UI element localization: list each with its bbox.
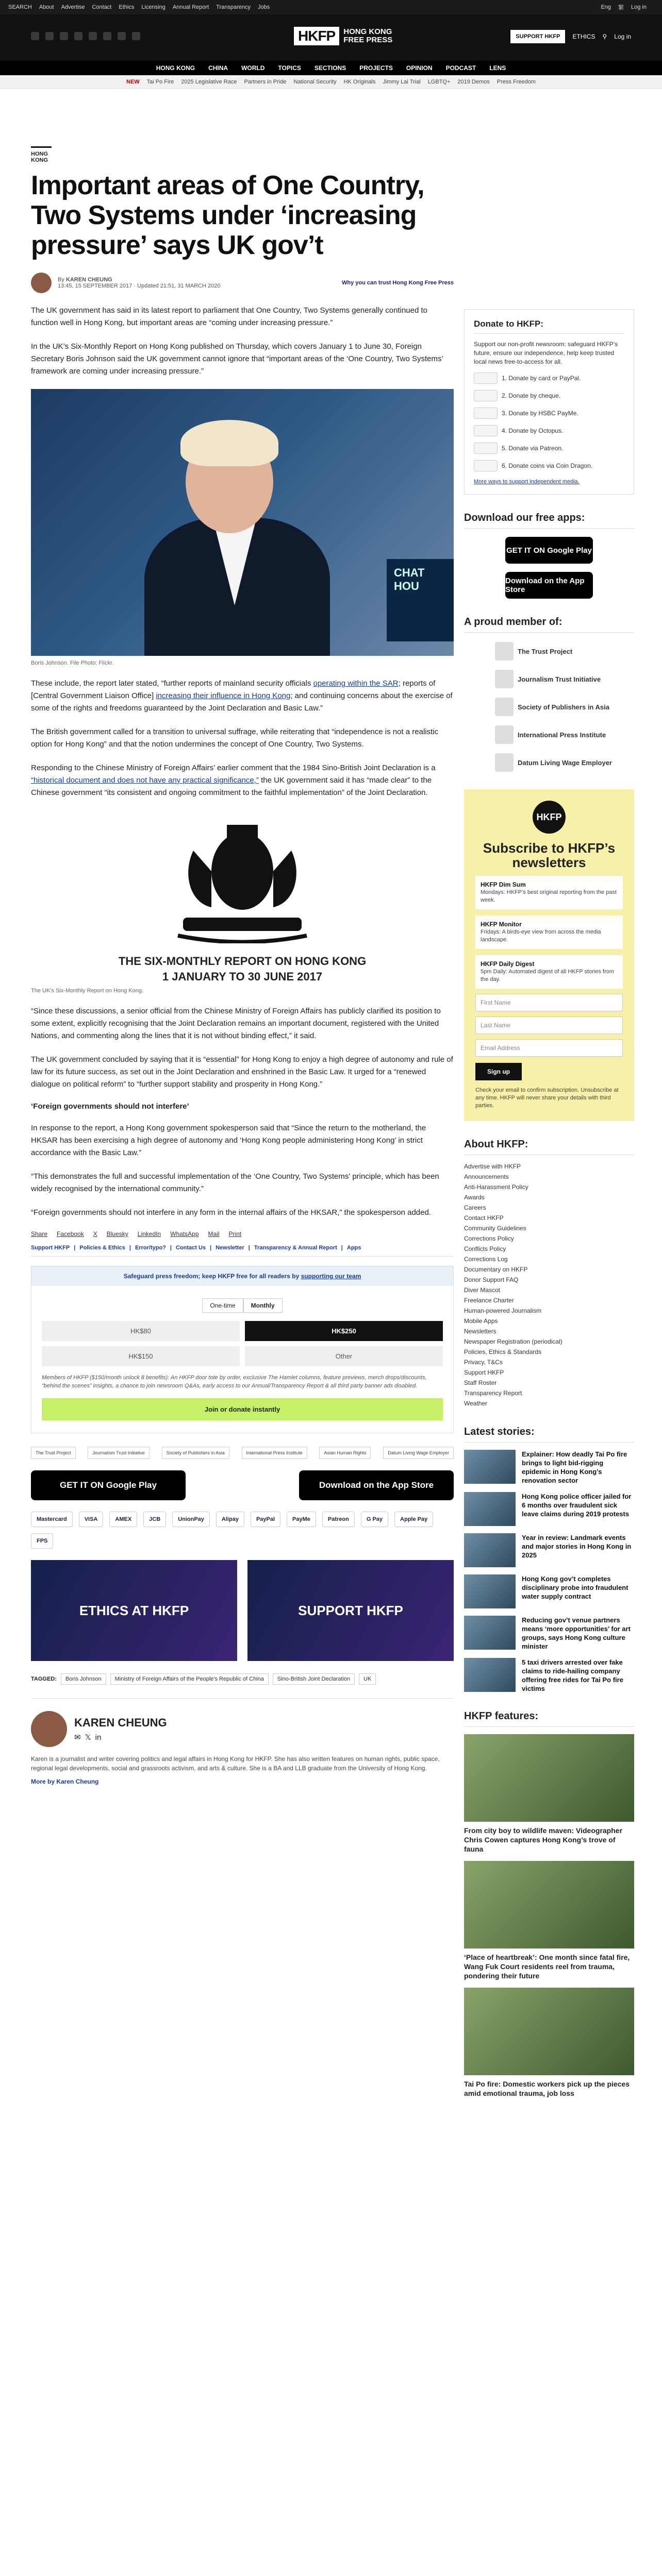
about-link[interactable]: Newspaper Registration (periodical) — [464, 1338, 562, 1345]
share-bar — [31, 1230, 454, 1238]
about-link[interactable]: Staff Roster — [464, 1379, 497, 1386]
nav-hong-kong[interactable]: HONG KONG — [156, 64, 195, 72]
report-period: 1 JANUARY TO 30 JUNE 2017 — [162, 970, 323, 983]
payment-logo: PayPal — [251, 1512, 280, 1527]
latest-story[interactable] — [464, 1574, 634, 1608]
about-link[interactable]: Weather — [464, 1400, 488, 1407]
story-title: Explainer: How deadly Tai Po fire brings to light bid-rigging epidemic in Hong Kong’s renovation sector — [522, 1450, 627, 1484]
author-name-link[interactable]: KAREN CHEUNG — [65, 277, 112, 283]
tag-item[interactable]: UK — [359, 1673, 376, 1685]
share-label: Share — [31, 1230, 48, 1238]
youtube-icon[interactable] — [89, 32, 97, 40]
promo-banners — [31, 1560, 454, 1661]
pay-option[interactable]: 4. Donate by Octopus. — [474, 425, 624, 436]
language-english[interactable]: Eng — [601, 4, 611, 10]
patreon-icon — [474, 443, 498, 454]
apps-title: Download our free apps: — [464, 512, 634, 529]
app-buttons — [31, 1470, 454, 1500]
nav-world[interactable]: WORLD — [241, 64, 265, 72]
linkedin-icon[interactable]: in — [95, 1733, 102, 1742]
article-paragraph: The British government called for a transition to universal suffrage, while reiterating that “independence is not a realistic option for Hong Kong” and that the notion undermines the concept of One Country, Two Systems. — [31, 727, 439, 749]
google-play-button[interactable]: GET IT ON Google Play — [31, 1470, 186, 1500]
about-link[interactable]: Community Guidelines — [464, 1225, 526, 1232]
footer-link[interactable]: Apps — [346, 1245, 361, 1251]
trending-bar — [0, 75, 662, 89]
pay-option[interactable]: 2. Donate by cheque. — [474, 390, 624, 401]
utility-link-advertise[interactable]: Advertise — [61, 4, 85, 10]
about-link[interactable]: Newsletters — [464, 1328, 496, 1335]
feature-image — [464, 1988, 634, 2075]
logo-line-1: HONG KONG — [343, 27, 392, 36]
utility-link-licensing[interactable]: Licensing — [141, 4, 166, 10]
utility-link-ethics[interactable]: Ethics — [119, 4, 135, 10]
about-link[interactable]: Corrections Policy — [464, 1235, 514, 1242]
article-paragraph: “Since these discussions, a senior official from the Chinese Ministry of Foreign Affairs has publicly clarified its position to some extent, explicitly recognising that the Joint Declaration remains an important document, registered with the United Nations, and commenting along the lines that it is not without binding effect,” it said. — [31, 1007, 441, 1040]
trending-item[interactable]: National Security — [293, 78, 337, 85]
features-title: HKFP features: — [464, 1710, 634, 1727]
site-logo[interactable] — [294, 27, 392, 45]
trending-item[interactable]: LGBTQ+ — [427, 78, 451, 85]
story-thumbnail — [464, 1658, 516, 1692]
article-tags — [31, 1673, 454, 1685]
donate-title: Donate to HKFP: — [474, 319, 624, 334]
payment-logo: Patreon — [322, 1512, 355, 1527]
utility-links-left — [8, 4, 277, 10]
about-list — [464, 1161, 634, 1409]
nav-china[interactable]: CHINA — [208, 64, 228, 72]
membership-benefits: Members of HKFP ($150/month unlock 8 benefits): An HKFP door tote by order, exclusive The Hamlet columns, feature previews, merch drops/discounts, “behind the scenes” insights, a chance to join newsroom Q&As, early access to our Annual/Transparency Report & all third party banner ads disabled. — [42, 1375, 427, 1389]
features-list — [464, 1734, 634, 2098]
footer-link[interactable]: Error/typo? — [135, 1245, 166, 1251]
email-input[interactable]: Email Address — [475, 1039, 623, 1057]
article-paragraph: In the UK’s Six-Monthly Report on Hong Kong published on Thursday, which covers January 1 to June 30, Foreign Secretary Boris Johnson said the UK government cannot ignore that “important areas of the ‘One Country, Two Systems’ framework are coming under increasing pressure.” — [31, 342, 443, 376]
member-logo[interactable]: Journalism Trust Initiative — [495, 670, 634, 688]
trending-item[interactable]: Jimmy Lai Trial — [383, 78, 421, 85]
author-box-name[interactable]: KAREN CHEUNG — [74, 1716, 167, 1729]
newsletter-signup — [464, 789, 634, 1121]
toggle-one-time[interactable]: One-time — [202, 1298, 243, 1313]
trending-item[interactable]: Tai Po Fire — [146, 78, 174, 85]
payment-logo: Mastercard — [31, 1512, 73, 1527]
about-link[interactable]: Awards — [464, 1194, 485, 1201]
logo-jti[interactable]: Journalism Trust Initiative — [88, 1447, 150, 1459]
utility-link-jobs[interactable]: Jobs — [258, 4, 270, 10]
feature-image — [464, 1861, 634, 1948]
amount-option-selected[interactable]: HK$250 — [245, 1321, 443, 1341]
linkedin-icon[interactable] — [103, 32, 111, 40]
trust-link[interactable]: Why you can trust Hong Kong Free Press — [342, 280, 454, 286]
newsletter-option[interactable]: HKFP Daily Digest 5pm Daily: Automated digest of all HKFP stories from the day. — [475, 955, 623, 989]
header-actions — [510, 30, 631, 43]
feature-title: Tai Po fire: Domestic workers pick up the pieces amid emotional trauma, job loss — [464, 2080, 630, 2097]
article-photo — [31, 389, 454, 656]
nav-projects[interactable]: PROJECTS — [359, 64, 393, 72]
pay-option[interactable]: 1. Donate by card or PayPal. — [474, 372, 624, 384]
newsletter-title: Subscribe to HKFP’s newsletters — [483, 840, 616, 870]
payme-icon — [474, 408, 498, 419]
mail-icon[interactable]: ✉ — [74, 1733, 81, 1742]
search-icon[interactable]: ⚲ — [602, 33, 607, 40]
utility-link-contact[interactable]: Contact — [92, 4, 112, 10]
member-title: A proud member of: — [464, 616, 634, 633]
story-thumbnail — [464, 1492, 516, 1526]
logo-line-2: FREE PRESS — [343, 36, 393, 44]
app-store-button[interactable]: Download on the App Store — [299, 1470, 454, 1500]
top-utility-bar — [0, 0, 662, 14]
threads-icon[interactable] — [74, 32, 82, 40]
story-thumbnail — [464, 1450, 516, 1484]
utility-link-transparency[interactable]: Transparency — [216, 4, 251, 10]
feature-story[interactable] — [464, 1861, 634, 1980]
about-link[interactable]: Mobile Apps — [464, 1317, 498, 1325]
newsletter-logo: HKFP — [533, 801, 566, 834]
tag-item[interactable]: Ministry of Foreign Affairs of the People's Republic of China — [110, 1673, 269, 1685]
sidebar-google-play-button[interactable]: GET IT ON Google Play — [505, 537, 593, 564]
header-login-link[interactable]: Log in — [614, 33, 631, 40]
pay-option[interactable]: 6. Donate coins via Coin Dragon. — [474, 460, 624, 471]
utility-link-about[interactable]: About — [39, 4, 54, 10]
about-link[interactable]: Transparency Report — [464, 1389, 522, 1397]
frequency-toggle — [42, 1298, 443, 1313]
story-thumbnail — [464, 1574, 516, 1608]
about-link[interactable]: Freelance Charter — [464, 1297, 514, 1304]
newsletter-note: Check your email to confirm subscription. Unsubscribe at any time. HKFP will never share your details with third parties. — [475, 1087, 619, 1109]
story-title: 5 taxi drivers arrested over fake claims to ride-hailing company offering free rides for Tai Po fire victims — [522, 1658, 623, 1692]
newsletter-option[interactable]: HKFP Monitor Fridays: A birds-eye view from across the media landscape. — [475, 916, 623, 949]
share-bluesky[interactable]: Bluesky — [106, 1230, 128, 1238]
inline-link[interactable]: “historical document and does not have any practical significance,” — [31, 776, 259, 785]
donate-intro[interactable]: Support our non-profit newsroom: safeguard HKFP’s future, ensure our independence, help keep trusted local news free-to-access for all. — [474, 341, 618, 365]
logo-mark: HKFP — [294, 27, 339, 45]
royal-coat-of-arms-icon — [162, 815, 322, 943]
ipi-icon — [495, 725, 514, 744]
byline — [31, 273, 454, 293]
tag-item[interactable]: Sino-British Joint Declaration — [273, 1673, 355, 1685]
about-link[interactable]: Diver Mascot — [464, 1286, 501, 1294]
about-link[interactable]: Careers — [464, 1204, 486, 1211]
article-paragraph: In response to the report, a Hong Kong government spokesperson said that “Since the return to the motherland, the HKSAR has been exercising a high degree of autonomy and ‘Hong Kong people administering Hong Kong’ in strict accordance with the Basic Law.” — [31, 1124, 426, 1157]
octopus-icon — [474, 425, 498, 436]
author-prefix: By — [58, 277, 64, 283]
coin-icon — [474, 460, 498, 471]
member-logo-strip — [31, 1447, 454, 1459]
feature-title: ‘Place of heartbreak’: One month since fatal fire, Wang Fuk Court residents reel from trauma, pondering their future — [464, 1953, 630, 1980]
about-link[interactable]: Advertise with HKFP — [464, 1163, 521, 1170]
facebook-icon[interactable] — [31, 32, 39, 40]
latest-story[interactable] — [464, 1616, 634, 1651]
trending-item[interactable]: Press Freedom — [496, 78, 536, 85]
nav-lens[interactable]: LENS — [489, 64, 506, 72]
member-logo[interactable]: Society of Publishers in Asia — [495, 698, 634, 716]
share-whatsapp[interactable]: WhatsApp — [170, 1230, 199, 1238]
latest-title: Latest stories: — [464, 1426, 634, 1443]
article-category[interactable]: HONG KONG — [31, 146, 52, 163]
story-title: Hong Kong police officer jailed for 6 months over fraudulent sick leave claims during 2019 protests — [522, 1493, 632, 1518]
author-bio: Karen is a journalist and writer covering politics and legal affairs in Hong Kong for HKFP. She has also written features on human rights, public space, regional legal developments, social and grassroots activism, and arts & culture. She is a BA and LLB graduate from the University of Hong Kong. — [31, 1755, 440, 1772]
footer-link[interactable]: Transparency & Annual Report — [254, 1245, 337, 1251]
social-icons — [31, 32, 140, 40]
about-title: About HKFP: — [464, 1139, 634, 1155]
nav-opinion[interactable]: OPINION — [406, 64, 433, 72]
amount-option-other[interactable]: Other — [245, 1346, 443, 1366]
latest-list — [464, 1450, 634, 1693]
feature-story[interactable] — [464, 1988, 634, 2098]
pay-option[interactable]: 3. Donate by HSBC PayMe. — [474, 408, 624, 419]
story-title: Year in review: Landmark events and major stories in Hong Kong in 2025 — [522, 1534, 632, 1559]
footer-link[interactable]: Contact Us — [175, 1245, 206, 1251]
datum-icon — [495, 753, 514, 772]
trending-item[interactable]: 2025 Legislative Race — [181, 78, 237, 85]
utility-links-right — [601, 3, 654, 11]
latest-story[interactable] — [464, 1492, 634, 1526]
inline-link[interactable]: operating within the SAR — [313, 679, 399, 688]
latest-story[interactable] — [464, 1533, 634, 1567]
jti-icon — [495, 670, 514, 688]
footer-link[interactable]: Newsletter — [216, 1245, 244, 1251]
about-link[interactable]: Documentary on HKFP — [464, 1266, 528, 1273]
logo-trust-project[interactable]: The Trust Project — [31, 1447, 76, 1459]
member-logo[interactable]: International Press Institute — [495, 725, 634, 744]
sidebar — [464, 309, 634, 2098]
logo-text — [343, 28, 392, 44]
payment-logo: Alipay — [216, 1512, 244, 1527]
newsletter-option[interactable]: HKFP Dim Sum Mondays: HKFP’s best original reporting from the past week. — [475, 876, 623, 909]
trending-item[interactable]: Partners in Pride — [244, 78, 287, 85]
about-link[interactable]: Anti-Harassment Policy — [464, 1183, 528, 1191]
telegram-icon[interactable] — [118, 32, 126, 40]
payment-logo: UnionPay — [172, 1512, 210, 1527]
footer-link[interactable]: Policies & Ethics — [79, 1245, 125, 1251]
x-icon[interactable] — [45, 32, 54, 40]
pay-option[interactable]: 5. Donate via Patreon. — [474, 443, 624, 454]
trending-item[interactable]: HK Originals — [343, 78, 376, 85]
trust-project-icon — [495, 642, 514, 660]
logo-sopa[interactable]: Society of Publishers in Asia — [162, 1447, 229, 1459]
photo-figure-hair — [180, 420, 278, 466]
nav-topics[interactable]: TOPICS — [278, 64, 301, 72]
payment-logo: G Pay — [361, 1512, 388, 1527]
trending-new-badge: NEW — [126, 78, 140, 85]
byline-text — [58, 277, 221, 289]
article — [31, 134, 454, 1785]
share-print[interactable]: Print — [228, 1230, 242, 1238]
article-dates: 13:45, 15 SEPTEMBER 2017 · Updated 21:51, 31 MARCH 2020 — [58, 283, 221, 289]
feature-title: From city boy to wildlife maven: Videographer Chris Cowen captures Hong Kong’s trove of fauna — [464, 1826, 623, 1853]
amount-option[interactable]: HK$150 — [42, 1346, 240, 1366]
report-title: THE SIX-MONTHLY REPORT ON HONG KONG — [118, 955, 367, 968]
donate-sidebox — [464, 309, 634, 495]
about-link[interactable]: Announcements — [464, 1173, 509, 1180]
support-hkfp-button[interactable]: SUPPORT HKFP — [510, 30, 565, 43]
first-name-input[interactable]: First Name — [475, 994, 623, 1011]
about-link[interactable]: Contact HKFP — [464, 1214, 504, 1222]
site-header — [0, 14, 662, 75]
instagram-icon[interactable] — [60, 32, 68, 40]
author-box-avatar[interactable] — [31, 1711, 67, 1747]
article-paragraph: These include, the report later stated, “further reports of mainland security officials operating within the SAR; reports of [Central Government Liaison Office] increasing their influence in Hong Kong; and continuing concerns about the exercise of some of the rights and freedoms guaranteed by the Joint Declaration and Basic Law.” — [31, 679, 453, 713]
main-nav — [0, 61, 662, 75]
payment-methods — [31, 1512, 454, 1549]
article-paragraph: Responding to the Chinese Ministry of Foreign Affairs’ earlier comment that the 1984 Sino-British Joint Declaration is a “historical document and does not have any practical significance,” the UK government said it has “made clear” to the Chinese government “its consistent and ongoing commitment to the faithful implementation” of the Joint Declaration. — [31, 764, 436, 797]
donate-widget — [31, 1266, 454, 1433]
article-paragraph: The UK government has said in its latest report to parliament that One Country, Two Systems generally continued to function well in Hong Kong, but important areas are “coming under increasing pressure.” — [31, 306, 427, 327]
about-link[interactable]: Support HKFP — [464, 1369, 504, 1376]
report-caption: The UK’s Six-Monthly Report on Hong Kong. — [31, 988, 144, 994]
about-link[interactable]: Corrections Log — [464, 1256, 508, 1263]
rss-icon[interactable] — [132, 32, 140, 40]
nav-sections[interactable]: SECTIONS — [314, 64, 346, 72]
sidebar-app-store-button[interactable]: Download on the App Store — [505, 572, 593, 599]
share-linkedin[interactable]: LinkedIn — [137, 1230, 161, 1238]
payment-logo: VISA — [79, 1512, 104, 1527]
utility-link-annual-report[interactable]: Annual Report — [172, 4, 209, 10]
more-by-author-link[interactable]: More by Karen Cheung — [31, 1778, 99, 1785]
logo-datum[interactable]: Datum Living Wage Employer — [383, 1447, 454, 1459]
about-link[interactable]: Conflicts Policy — [464, 1245, 506, 1252]
story-title: Reducing gov’t venue partners means ‘more opportunities’ for art groups, says Hong Kong culture minister — [522, 1616, 631, 1650]
about-link[interactable]: Donor Support FAQ — [464, 1276, 519, 1283]
share-x[interactable]: X — [93, 1230, 97, 1238]
payment-logo: Apple Pay — [394, 1512, 433, 1527]
author-box — [31, 1698, 454, 1785]
about-link[interactable]: Privacy, T&Cs — [464, 1359, 503, 1366]
payment-logo: JCB — [143, 1512, 166, 1527]
about-link[interactable]: Policies, Ethics & Standards — [464, 1348, 542, 1355]
x-icon[interactable]: 𝕏 — [85, 1733, 91, 1742]
photo-background-sign: CHAT HOU — [387, 559, 454, 641]
photo-caption: Boris Johnson. File Photo: Flickr. — [31, 660, 114, 666]
article-subheading: ‘Foreign governments should not interfere’ — [31, 1102, 189, 1111]
cheque-icon — [474, 390, 498, 401]
amount-option[interactable]: HK$80 — [42, 1321, 240, 1341]
article-paragraph: The UK government concluded by saying that it is “essential” for Hong Kong to enjoy a high degree of autonomy and rule of law for its future success, as set out in the Joint Declaration and enshrined in the Basic Law. It urged for a “renewed dialogue on political reform” to “further support stability and prosperity in Hong Kong.” — [31, 1055, 453, 1089]
article-footer-links: Support HKFP | Policies & Ethics | Error/typo? | Contact Us | Newsletter | Transparency & Annual Report | Apps — [31, 1245, 454, 1257]
sopa-icon — [495, 698, 514, 716]
feature-story[interactable] — [464, 1734, 634, 1854]
tags-label: TAGGED: — [31, 1676, 57, 1682]
latest-story[interactable] — [464, 1450, 634, 1485]
tag-item[interactable]: Boris Johnson — [61, 1673, 106, 1685]
story-thumbnail — [464, 1616, 516, 1650]
card-icon — [474, 372, 498, 384]
member-logo[interactable]: Datum Living Wage Employer — [495, 753, 634, 772]
donate-widget-header: Safeguard press freedom; keep HKFP free for all readers by supporting our team — [31, 1266, 453, 1286]
toggle-monthly[interactable]: Monthly — [243, 1298, 283, 1313]
payment-logo: FPS — [31, 1533, 53, 1549]
footer-link[interactable]: Support HKFP — [31, 1245, 70, 1251]
support-team-link[interactable]: supporting our team — [301, 1273, 361, 1280]
logo-ipi[interactable]: International Press Institute — [242, 1447, 307, 1459]
nav-podcast[interactable]: PODCAST — [445, 64, 476, 72]
payment-logo: PayMe — [287, 1512, 316, 1527]
language-chinese[interactable]: 繁 — [618, 5, 624, 11]
report-cover — [31, 815, 454, 984]
feature-image — [464, 1734, 634, 1822]
author-avatar[interactable] — [31, 273, 52, 293]
story-title: Hong Kong gov’t completes disciplinary probe into fraudulent water supply contract — [522, 1575, 628, 1600]
share-mail[interactable]: Mail — [208, 1230, 220, 1238]
article-paragraph: “Foreign governments should not interfere in any form in the internal affairs of the HKSAR,” the spokesperson added. — [31, 1208, 431, 1217]
header-ethics-link[interactable]: ETHICS — [572, 33, 595, 40]
top-login-link[interactable]: Log in — [631, 4, 647, 10]
support-video-banner[interactable]: SUPPORT HKFP — [247, 1560, 454, 1661]
utility-link-search[interactable]: SEARCH — [8, 4, 32, 10]
last-name-input[interactable]: Last Name — [475, 1016, 623, 1034]
article-title: Important areas of One Country, Two Systems under ‘increasing pressure’ says UK gov’t — [31, 171, 424, 260]
member-logo[interactable]: The Trust Project — [495, 642, 634, 660]
more-ways-link[interactable]: More ways to support independent media. — [474, 479, 580, 485]
newsletter-signup-button[interactable]: Sign up — [475, 1063, 522, 1080]
join-donate-button[interactable]: Join or donate instantly — [42, 1398, 443, 1420]
latest-story[interactable] — [464, 1658, 634, 1693]
story-thumbnail — [464, 1533, 516, 1567]
trending-item[interactable]: 2019 Demos — [457, 78, 490, 85]
share-facebook[interactable]: Facebook — [57, 1230, 84, 1238]
ethics-video-banner[interactable]: ETHICS AT HKFP — [31, 1560, 237, 1661]
about-link[interactable]: Human-powered Journalism — [464, 1307, 542, 1314]
inline-link[interactable]: increasing their influence in Hong Kong — [156, 691, 291, 700]
amount-options — [42, 1321, 443, 1366]
article-paragraph: “This demonstrates the full and successful implementation of the ‘One Country, Two Systems’ principle, which has been widely recognised by the international community.” — [31, 1172, 439, 1193]
payment-logo: AMEX — [109, 1512, 137, 1527]
logo-asian-hr[interactable]: Asian Human Rights — [319, 1447, 371, 1459]
